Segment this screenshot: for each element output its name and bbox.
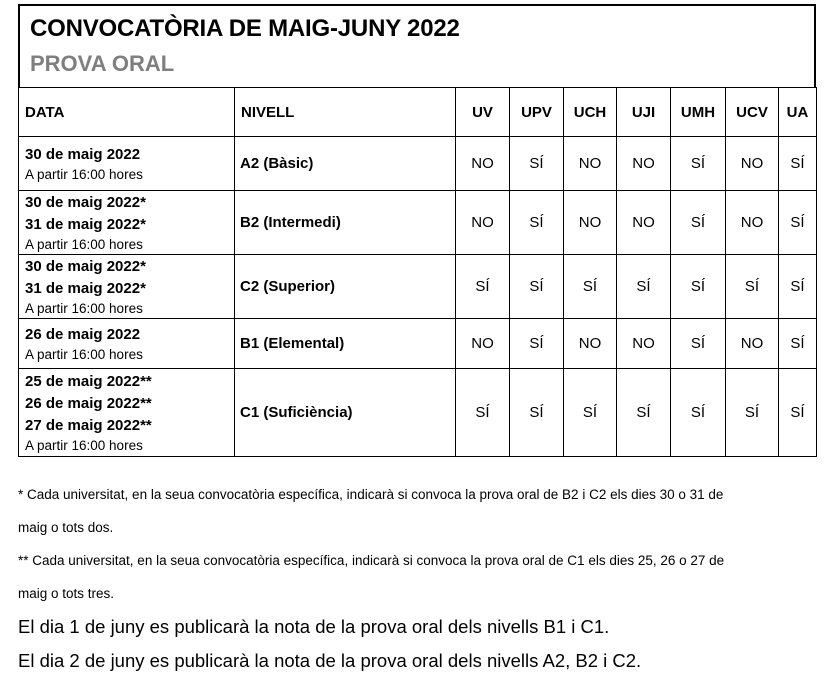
- availability-cell: SÍ: [779, 369, 817, 457]
- publication-notices: [18, 610, 818, 678]
- column-header-date: DATA: [19, 88, 235, 137]
- availability-cell: NO: [456, 319, 510, 369]
- column-header-university: UCH: [564, 88, 617, 137]
- level-cell: B1 (Elemental): [235, 319, 456, 369]
- availability-cell: SÍ: [510, 191, 564, 255]
- availability-cell: NO: [726, 319, 779, 369]
- date-cell: [19, 255, 235, 319]
- publication-notice: El dia 2 de juny es publicarà la nota de la prova oral dels nivells A2, B2 i C2.: [18, 650, 642, 671]
- exam-date: 25 de maig 2022**: [25, 373, 152, 390]
- level-cell: B2 (Intermedi): [235, 191, 456, 255]
- availability-cell: NO: [617, 319, 671, 369]
- availability-cell: SÍ: [779, 191, 817, 255]
- availability-cell: SÍ: [671, 191, 726, 255]
- availability-cell: SÍ: [510, 369, 564, 457]
- level-cell: A2 (Bàsic): [235, 137, 456, 191]
- table-row: [19, 137, 817, 191]
- availability-cell: SÍ: [726, 255, 779, 319]
- schedule-document: [18, 4, 816, 457]
- exam-time: A partir 16:00 hores: [25, 301, 143, 316]
- exam-date: 30 de maig 2022: [25, 146, 141, 163]
- notes-section: [18, 478, 818, 678]
- availability-cell: SÍ: [671, 255, 726, 319]
- column-header-university: UJI: [617, 88, 671, 137]
- column-header-university: UCV: [726, 88, 779, 137]
- availability-cell: SÍ: [779, 137, 817, 191]
- footnote-line: * Cada universitat, en la seua convocatòria específica, indicarà si convoca la prova oral de B2 i C2 els dies 30 o 31 de: [18, 487, 724, 502]
- exam-date: 26 de maig 2022**: [25, 395, 152, 412]
- column-header-university: UMH: [671, 88, 726, 137]
- availability-cell: NO: [564, 319, 617, 369]
- table-row: [19, 319, 817, 369]
- availability-cell: NO: [726, 137, 779, 191]
- exam-time: A partir 16:00 hores: [25, 167, 143, 182]
- availability-cell: SÍ: [671, 369, 726, 457]
- column-header-university: UA: [779, 88, 817, 137]
- column-header-university: UPV: [510, 88, 564, 137]
- availability-cell: SÍ: [456, 255, 510, 319]
- date-cell: [19, 137, 235, 191]
- availability-cell: NO: [617, 191, 671, 255]
- availability-cell: SÍ: [779, 319, 817, 369]
- exam-schedule-table: [18, 87, 817, 457]
- exam-time: A partir 16:00 hores: [25, 438, 143, 453]
- table-row: [19, 255, 817, 319]
- page-subtitle: PROVA ORAL: [30, 51, 175, 76]
- table-row: [19, 369, 817, 457]
- footnote: [18, 544, 818, 610]
- date-cell: [19, 369, 235, 457]
- exam-time: A partir 16:00 hores: [25, 237, 143, 252]
- availability-cell: SÍ: [779, 255, 817, 319]
- level-cell: C2 (Superior): [235, 255, 456, 319]
- availability-cell: NO: [564, 137, 617, 191]
- footnote: [18, 478, 818, 544]
- exam-date: 30 de maig 2022*: [25, 258, 146, 275]
- availability-cell: SÍ: [510, 137, 564, 191]
- availability-cell: SÍ: [726, 369, 779, 457]
- exam-date: 31 de maig 2022*: [25, 280, 146, 297]
- level-cell: C1 (Suficiència): [235, 369, 456, 457]
- table-header-row: [19, 88, 817, 137]
- availability-cell: SÍ: [510, 255, 564, 319]
- publication-notice: El dia 1 de juny es publicarà la nota de la prova oral dels nivells B1 i C1.: [18, 616, 610, 637]
- availability-cell: SÍ: [671, 137, 726, 191]
- document-header: [18, 4, 816, 87]
- availability-cell: SÍ: [671, 319, 726, 369]
- column-header-university: UV: [456, 88, 510, 137]
- availability-cell: NO: [456, 191, 510, 255]
- availability-cell: SÍ: [617, 255, 671, 319]
- availability-cell: SÍ: [510, 319, 564, 369]
- availability-cell: SÍ: [564, 255, 617, 319]
- exam-date: 26 de maig 2022: [25, 326, 141, 343]
- availability-cell: NO: [726, 191, 779, 255]
- availability-cell: NO: [617, 137, 671, 191]
- footnote-line: maig o tots tres.: [18, 586, 115, 601]
- exam-date: 30 de maig 2022*: [25, 194, 146, 211]
- date-cell: [19, 191, 235, 255]
- availability-cell: SÍ: [564, 369, 617, 457]
- footnote-line: maig o tots dos.: [18, 520, 114, 535]
- availability-cell: SÍ: [617, 369, 671, 457]
- footnote-line: ** Cada universitat, en la seua convocatòria específica, indicarà si convoca la prova oral de C1 els dies 25, 26 o 27 de: [18, 553, 725, 568]
- availability-cell: SÍ: [456, 369, 510, 457]
- table-row: [19, 191, 817, 255]
- exam-date: 31 de maig 2022*: [25, 216, 146, 233]
- exam-time: A partir 16:00 hores: [25, 347, 143, 362]
- column-header-level: NIVELL: [235, 88, 456, 137]
- footnotes: [18, 478, 818, 610]
- availability-cell: NO: [564, 191, 617, 255]
- availability-cell: NO: [456, 137, 510, 191]
- date-cell: [19, 319, 235, 369]
- page-title: CONVOCATÒRIA DE MAIG-JUNY 2022: [30, 15, 460, 42]
- exam-date: 27 de maig 2022**: [25, 417, 152, 434]
